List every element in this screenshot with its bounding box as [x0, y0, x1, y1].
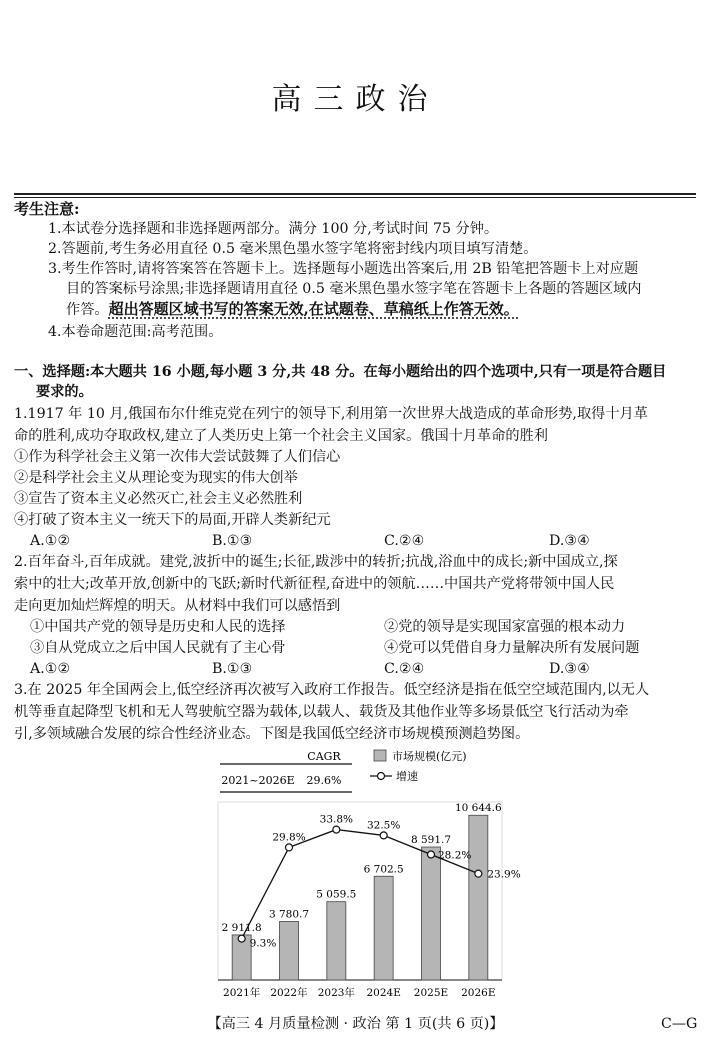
- statement: ②是科学社会主义从理论变为现实的伟大创举: [14, 470, 298, 486]
- growth-point: [380, 832, 387, 839]
- bar-value-label: 10 644.6: [454, 802, 502, 815]
- table-row-label: 2021~2026E: [221, 774, 295, 787]
- statement: ③宣告了资本主义必然灭亡,社会主义必然胜利: [14, 491, 303, 507]
- option-a[interactable]: A.①②: [30, 533, 71, 549]
- option-d[interactable]: D.③④: [549, 533, 590, 549]
- question-stem: 引,多领域融合发展的综合性经济业态。下图是我国低空经济市场规模预测趋势图。: [14, 726, 530, 742]
- notice-item: 1.本试卷分选择题和非选择题两部分。满分 100 分,考试时间 75 分钟。: [48, 221, 499, 237]
- option-d[interactable]: D.③④: [549, 661, 590, 677]
- bar-value-label: 5 059.5: [316, 888, 357, 901]
- market-size-chart: [0, 740, 711, 1010]
- question-stem: 2.百年奋斗,百年成就。建党,波折中的诞生;长征,跋涉中的转折;抗战,浴血中的成长;新中国成立,探: [14, 554, 618, 570]
- statement: ④党可以凭借自身力量解决所有发展问题: [384, 640, 640, 656]
- option-b[interactable]: B.①③: [212, 533, 253, 549]
- option-c[interactable]: C.②④: [384, 661, 425, 677]
- statement: ④打破了资本主义一统天下的局面,开辟人类新纪元: [14, 512, 331, 528]
- growth-value-label: 33.8%: [319, 813, 354, 826]
- growth-value-label: 32.5%: [366, 819, 401, 832]
- statement: ③自从党成立之后中国人民就有了主心骨: [30, 640, 286, 656]
- divider: [14, 197, 696, 198]
- growth-point: [475, 870, 482, 877]
- notice-item: 3.考生作答时,请将答案答在答题卡上。选择题每小题选出答案后,用 2B 铅笔把答题卡上对应题: [48, 261, 639, 277]
- notice-text: 作答。: [66, 302, 109, 318]
- x-tick-label: 2026E: [461, 987, 496, 999]
- question-stem: 1.1917 年 10 月,俄国布尔什维克党在列宁的领导下,利用第一次世界大战造成的革命形势,取得十月革: [14, 406, 648, 422]
- statement: ①作为科学社会主义第一次伟大尝试鼓舞了人们信心: [14, 449, 341, 465]
- x-tick-label: 2024E: [366, 987, 401, 999]
- question-stem: 机等垂直起降型飞机和无人驾驶航空器为载体,以载人、载货及其他作业等多场景低空飞行活动为牵: [14, 704, 629, 720]
- bar-value-label: 2 911.8: [221, 921, 262, 934]
- option-c[interactable]: C.②④: [384, 533, 425, 549]
- bar-value-label: 3 780.7: [268, 908, 310, 921]
- x-tick-label: 2023年: [317, 987, 355, 999]
- divider: [14, 193, 696, 195]
- notice-heading: 考生注意:: [14, 200, 80, 218]
- legend-bar-label: 市场规模(亿元): [392, 750, 467, 763]
- legend-line-label: 增速: [396, 770, 418, 783]
- question-stem: 3.在 2025 年全国两会上,低空经济再次被写入政府工作报告。低空经济是指在低空空域范围内,以无人: [14, 682, 650, 698]
- bar: [374, 876, 393, 980]
- x-tick-label: 2025E: [413, 987, 449, 999]
- growth-value-label: 28.2%: [438, 849, 472, 862]
- option-a[interactable]: A.①②: [30, 661, 71, 677]
- growth-point: [238, 935, 245, 942]
- notice-item: 4.本卷命题范围:高考范围。: [48, 324, 223, 340]
- growth-point: [428, 851, 435, 858]
- question-stem: 命的胜利,成功夺取政权,建立了人类历史上第一个社会主义国家。俄国十月革命的胜利: [14, 428, 548, 444]
- plot-area: [218, 802, 502, 980]
- table-header: CAGR: [307, 750, 341, 763]
- option-b[interactable]: B.①③: [212, 661, 253, 677]
- legend-line-marker: [378, 773, 385, 780]
- bar: [469, 815, 488, 980]
- growth-point: [333, 826, 340, 833]
- growth-value-label: 23.9%: [487, 868, 521, 881]
- page-title: 高三政治: [271, 82, 440, 117]
- section-heading: 一、选择题:本大题共 16 小题,每小题 3 分,共 48 分。在每小题给出的四个选项中,只有一项是符合题目: [14, 364, 667, 380]
- bar-value-label: 8 591.7: [410, 834, 452, 847]
- notice-item: 目的答案标号涂黑;非选择题请用直径 0.5 毫米黑色墨水签字笔在答题卡上各题的答题区域内: [66, 281, 642, 297]
- notice-item: 2.答题前,考生务必用直径 0.5 毫米黑色墨水签字笔将密封线内项目填写清楚。: [48, 241, 538, 257]
- bar: [327, 902, 346, 980]
- x-tick-label: 2021年: [223, 987, 261, 999]
- legend-bar-swatch: [374, 750, 386, 761]
- bar: [280, 921, 299, 980]
- page-footer: 【高三 4 月质量检测 · 政治 第 1 页(共 6 页)】: [207, 1016, 504, 1032]
- table-row-value: 29.6%: [306, 774, 342, 787]
- growth-value-label: 29.8%: [272, 831, 306, 844]
- bar: [422, 847, 441, 980]
- growth-point: [286, 844, 293, 851]
- notice-emphasis: 超出答题区域书写的答案无效,在试题卷、草稿纸上作答无效。: [108, 300, 519, 318]
- growth-value-label: 9.3%: [249, 937, 277, 950]
- statement: ①中国共产党的领导是历史和人民的选择: [30, 619, 286, 635]
- section-heading: 要求的。: [36, 384, 93, 400]
- statement: ②党的领导是实现国家富强的根本动力: [384, 619, 626, 635]
- question-stem: 索中的壮大;改革开放,创新中的飞跃;新时代新征程,奋进中的领航……中国共产党将带领中国人民: [14, 576, 615, 592]
- bar-value-label: 6 702.5: [363, 863, 404, 876]
- notice-item: [66, 299, 519, 321]
- x-tick-label: 2022年: [270, 987, 308, 999]
- paper-code: C—G: [661, 1016, 698, 1032]
- question-stem: 走向更加灿烂辉煌的明天。从材料中我们可以感悟到: [14, 598, 341, 614]
